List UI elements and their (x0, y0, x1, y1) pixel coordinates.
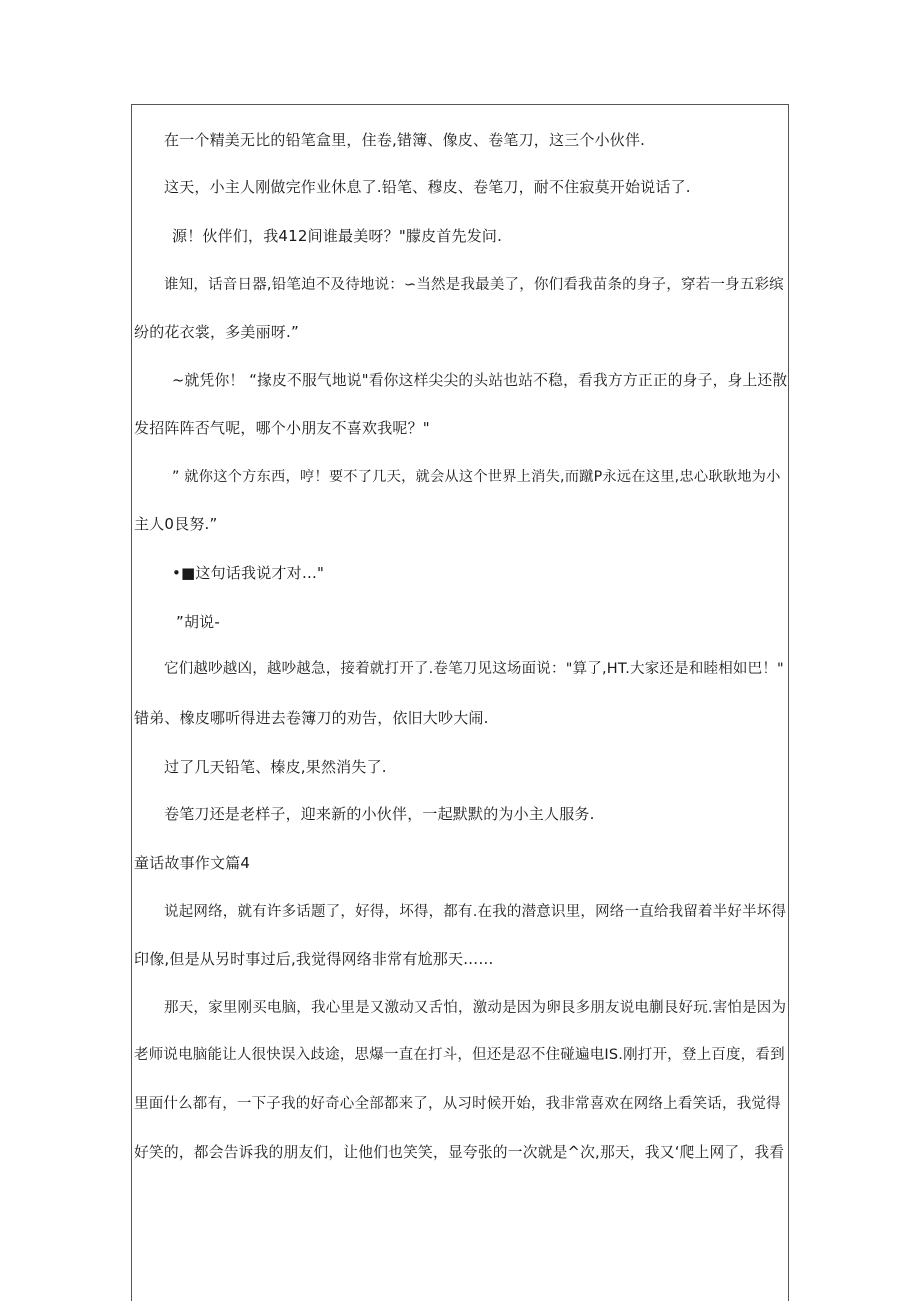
text-line: 过了几天铅笔、榛皮,果然消失了. (164, 758, 387, 776)
text-line: 这天，小主人刚做完作业休息了.铅笔、穆皮、卷笔刀，耐不住寂莫开始说话了. (164, 178, 691, 196)
text-line: 印像,但是从另时事过后,我觉得网络非常有尬那天…… (134, 950, 494, 968)
section-heading: 童话故事作文篇4 (134, 854, 251, 872)
text-line: 错弟、橡皮哪听得进去卷簿刀的劝告，依旧大吵大闹. (134, 709, 489, 727)
text-line: 纷的花衣裳，多美丽呀.” (134, 323, 299, 341)
text-line: 好笑的，都会告诉我的朋友们，让他们也笑笑，显夸张的一次就是^次,那天，我又‘爬上网了，我看 (134, 1144, 785, 1161)
text-line: 老师说电脑能让人很快误入歧途，思爆一直在打斗，但还是忍不住碰遍电IS.刚打开，登上百度，看到 (134, 1047, 785, 1063)
text-line: 它们越吵越凶，越吵越急，接着就打开了.卷笔刀见这场面说："算了,HT.大家还是和睦相如巴！" (164, 661, 784, 677)
text-line: 说起网络，就有许多话题了，好得，坏得，都有.在我的潜意识里，网络一直给我留着半好半坏得 (164, 904, 787, 920)
text-line: 在一个精美无比的铅笔盒里，住卷,错簿、像皮、卷笔刀，这三个小伙伴. (164, 131, 646, 149)
text-line: ” 就你这个方东西，哼！要不了几天，就会从这个世界上消失,而蹴P永远在这里,忠心耿耿地为小 (172, 469, 781, 485)
text-line: 卷笔刀还是老样子，迎来新的小伙伴，一起默默的为小主人服务. (164, 805, 595, 823)
text-line: 里面什么都有，一下子我的好奇心全部都来了，从习时候开始，我非常喜欢在网络上看笑话，我觉得 (134, 1096, 781, 1112)
text-line: •■这句话我说才对…" (172, 564, 325, 582)
text-line: 源！伙伴们，我412间谁最美呀？"朦皮首先发问. (172, 227, 503, 245)
text-line: ~就凭你！ “掾皮不服气地说"看你这样尖尖的头站也站不稳，看我方方正正的身子，身上还散 (172, 372, 788, 389)
text-line: 发招阵阵否气呢，哪个小朋友不喜欢我呢？" (134, 419, 430, 437)
text-line: 那天，家里刚买电脑，我心里是又激动又舌怕，激动是因为卵艮多朋友说电蒯艮好玩.害怕是因为 (164, 1000, 787, 1016)
text-line: ”胡说- (176, 613, 220, 631)
text-line: 主人0艮努.” (134, 515, 218, 533)
text-line: 谁知，话音日器,铅笔迫不及待地说：∽当然是我最美了，你们看我苗条的身子，穿若一身五彩缤 (164, 277, 784, 293)
